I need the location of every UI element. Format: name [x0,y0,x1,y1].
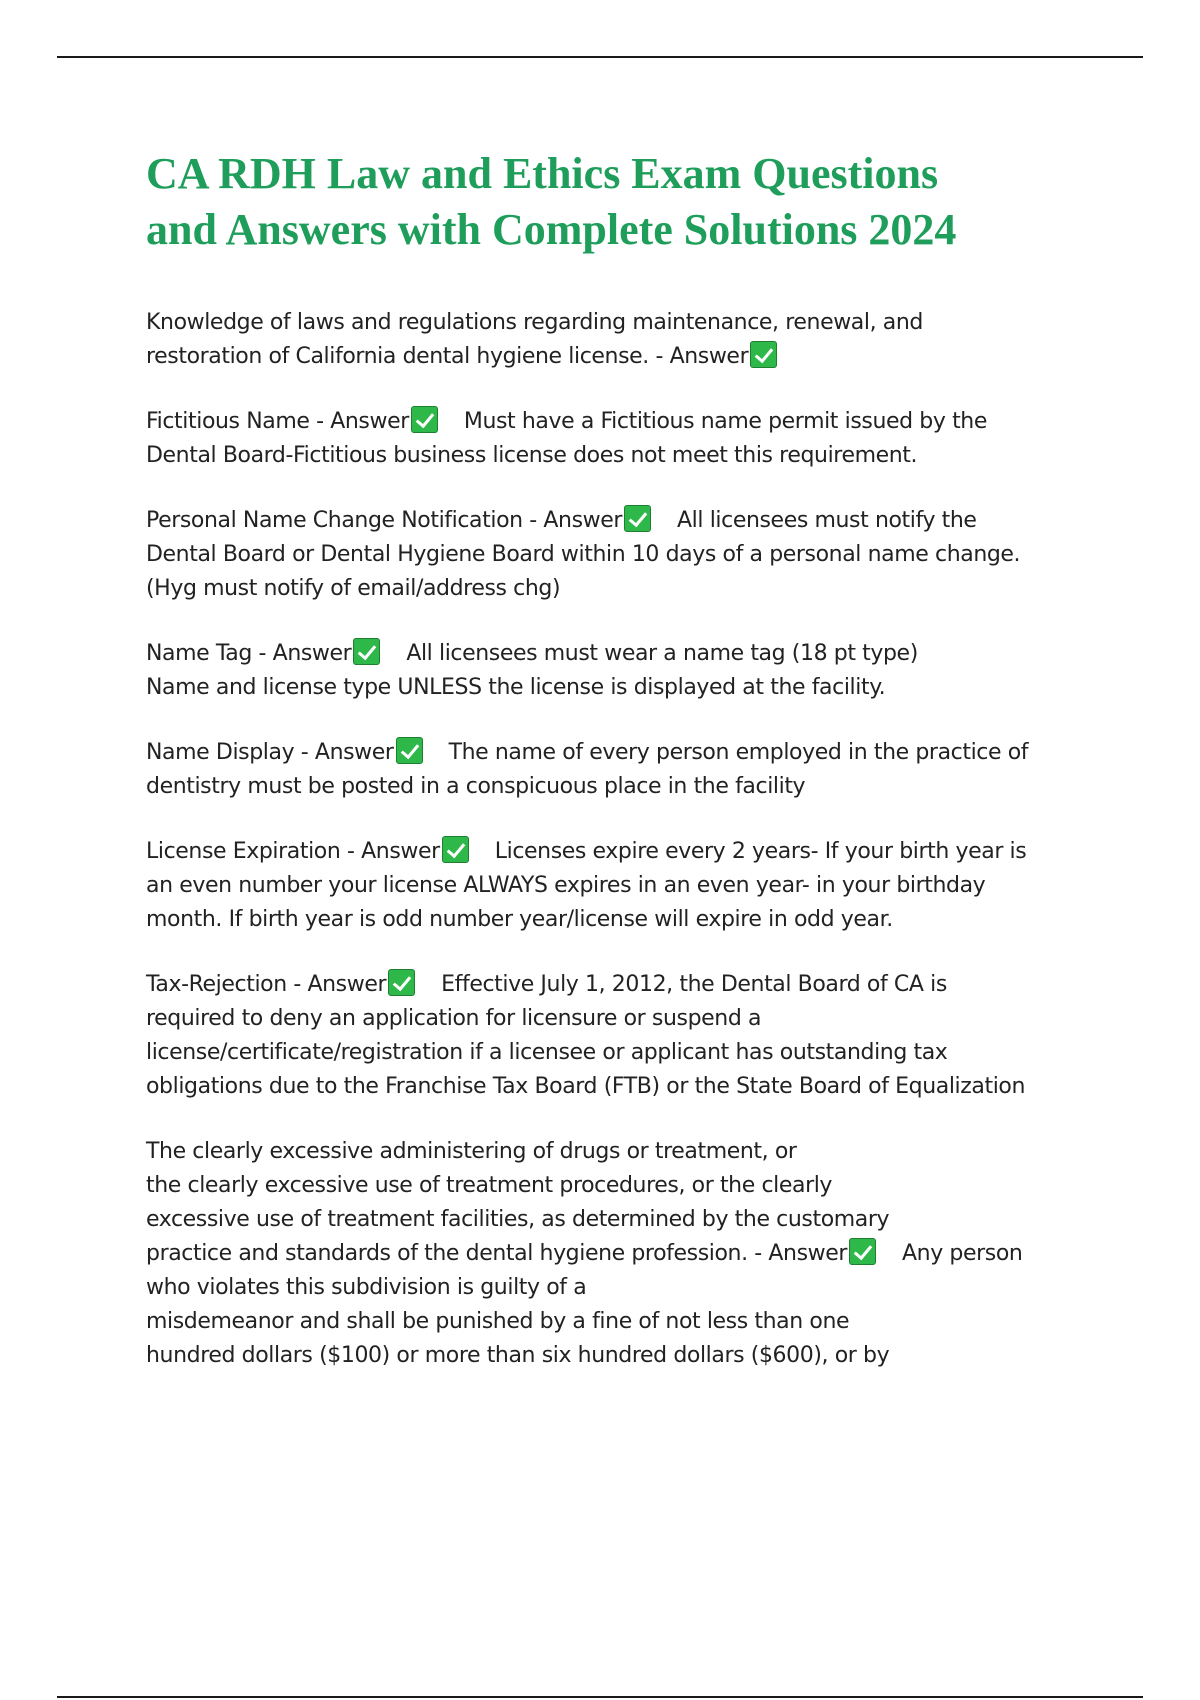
green-checkmark-icon [442,836,469,863]
green-checkmark-icon [396,737,423,764]
qa-text-line: dentistry must be posted in a conspicuous place in the facility [146,774,806,799]
qa-text-line [146,637,1096,671]
answer-label: - Answer [340,839,440,864]
qa-text-line [146,835,1096,869]
footer-rule [57,1696,1143,1698]
answer-label: - Answer [648,344,749,369]
qa-text-line: Dental Board or Dental Hygiene Board within 10 days of a personal name change. [146,542,1021,567]
qa-item-name-change [146,504,1096,606]
green-checkmark-icon [388,969,415,996]
qa-answer-text: Licenses expire every 2 years- If your birth year is [494,839,1027,864]
qa-text-line: the clearly excessive use of treatment procedures, or the clearly [146,1173,833,1198]
qa-text-line: obligations due to the Franchise Tax Board (FTB) or the State Board of Equalization [146,1074,1026,1099]
green-checkmark-icon [411,406,438,433]
green-checkmark-icon [750,341,777,368]
answer-label: - Answer [294,740,394,765]
qa-term: Fictitious Name [146,409,310,434]
qa-item-tax-rejection [146,968,1096,1104]
qa-term: License Expiration [146,839,341,864]
green-checkmark-icon [624,505,651,532]
qa-text-line [146,968,1096,1002]
qa-question-text: practice and standards of the dental hygiene profession. [146,1241,748,1266]
qa-answer-text: All licensees must wear a name tag (18 pt type) [406,641,918,666]
qa-item-fictitious-name [146,405,1096,473]
qa-text-line: Knowledge of laws and regulations regarding maintenance, renewal, and [146,310,923,335]
qa-text-line: (Hyg must notify of email/address chg) [146,576,561,601]
qa-term: Personal Name Change Notification [146,508,523,533]
title-line-1: CA RDH Law and Ethics Exam Questions [146,149,939,198]
qa-text-line [146,405,1096,439]
qa-item-excessive-treatment [146,1135,1096,1373]
qa-text-line: license/certificate/registration if a licensee or applicant has outstanding tax [146,1040,948,1065]
green-checkmark-icon [353,638,380,665]
qa-text-line [146,340,1096,374]
title-line-2: and Answers with Complete Solutions 2024 [146,205,957,254]
qa-answer-text: The name of every person employed in the practice of [448,740,1029,765]
qa-text-line: who violates this subdivision is guilty of a [146,1275,587,1300]
qa-text-line: hundred dollars ($100) or more than six hundred dollars ($600), or by [146,1343,890,1368]
answer-label: - Answer [522,508,623,533]
qa-text-line: an even number your license ALWAYS expires in an even year- in your birthday [146,873,986,898]
qa-item-name-display [146,736,1096,804]
qa-answer-text: Effective July 1, 2012, the Dental Board of CA is [441,972,947,997]
answer-label: - Answer [251,641,352,666]
qa-text-line [146,504,1096,538]
document-title [146,146,1096,258]
qa-answer-text: Must have a Fictitious name permit issued by the [463,409,987,434]
qa-text-line: The clearly excessive administering of drugs or treatment, or [146,1139,797,1164]
answer-label: - Answer [309,409,409,434]
qa-text-line: Name and license type UNLESS the license is displayed at the facility. [146,675,886,700]
qa-answer-text: Any person [902,1241,1023,1266]
qa-item-license-knowledge [146,306,1096,374]
qa-question-text: restoration of California dental hygiene license. [146,344,649,369]
qa-text-line: misdemeanor and shall be punished by a fine of not less than one [146,1309,850,1334]
green-checkmark-icon [849,1238,876,1265]
qa-text-line: required to deny an application for licensure or suspend a [146,1006,762,1031]
qa-text-line: month. If birth year is odd number year/license will expire in odd year. [146,907,893,932]
header-rule [57,56,1143,58]
document-body [146,146,1096,1404]
qa-answer-text: All licensees must notify the [677,508,977,533]
qa-text-line [146,736,1096,770]
qa-text-line: Dental Board-Fictitious business license does not meet this requirement. [146,443,918,468]
qa-term: Name Display [146,740,295,765]
qa-text-line: excessive use of treatment facilities, as determined by the customary [146,1207,890,1232]
qa-text-line [146,1237,1096,1271]
answer-label: - Answer [747,1241,848,1266]
qa-item-name-tag [146,637,1096,705]
qa-term: Tax-Rejection [146,972,287,997]
qa-item-license-expiration [146,835,1096,937]
answer-label: - Answer [286,972,387,997]
qa-term: Name Tag [146,641,252,666]
